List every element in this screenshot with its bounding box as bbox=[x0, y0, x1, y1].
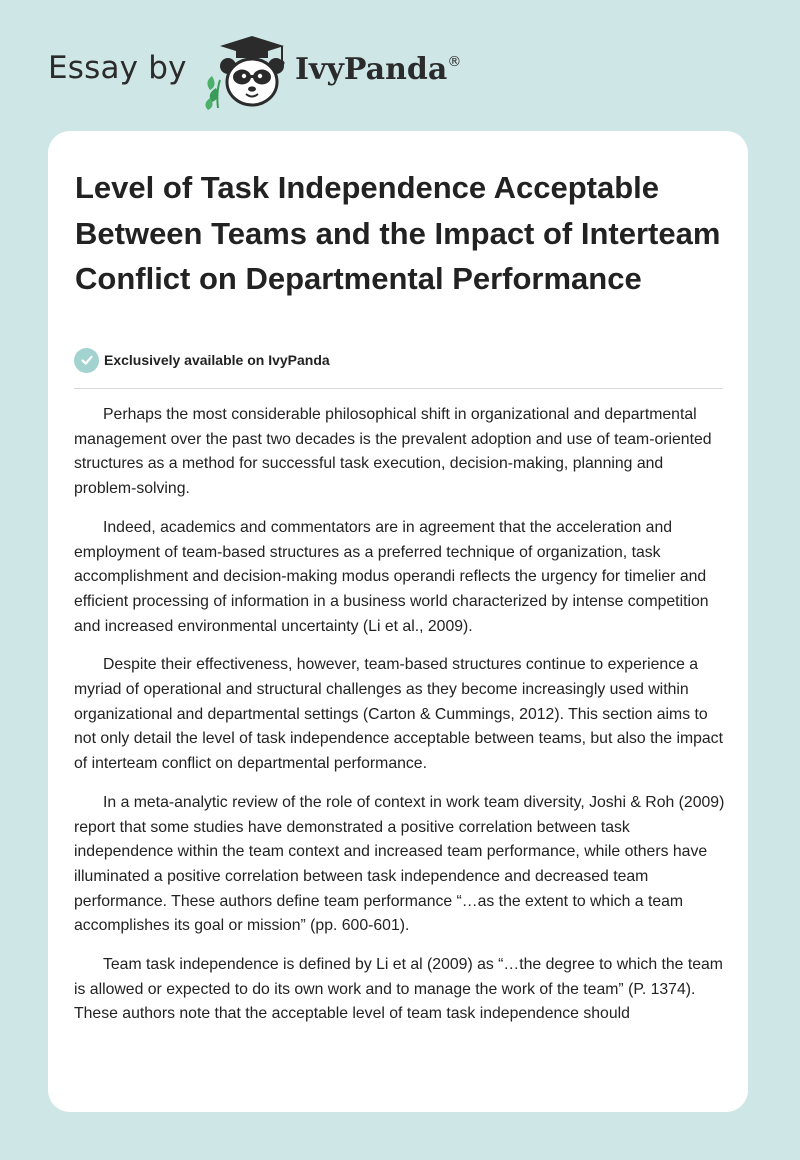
brand-name[interactable] bbox=[295, 52, 461, 87]
registered-mark: ® bbox=[447, 54, 462, 70]
exclusive-badge bbox=[74, 347, 330, 373]
check-icon bbox=[74, 348, 99, 373]
divider bbox=[74, 388, 723, 389]
panda-logo-icon[interactable] bbox=[198, 36, 294, 110]
paragraph: Team task independence is defined by Li et al (2009) as “…the degree to which the team is allowed or expected to do its own work and to manage the work of the team” (P. 1374). These authors note that the acceptable level of team task independence should bbox=[74, 956, 723, 1023]
essay-title: Level of Task Independence Acceptable Between Teams and the Impact of Interteam Conflict on Departmental Performance bbox=[75, 170, 721, 296]
paragraph: Perhaps the most considerable philosophical shift in organizational and departmental management over the past two decades is the prevalent adoption and use of team-oriented structures as a method for successful task execution, decision-making, planning and problem-solving. bbox=[74, 406, 712, 498]
site-header bbox=[0, 0, 800, 130]
paragraph: In a meta-analytic review of the role of context in work team diversity, Joshi & Roh (2009) report that some studies have demonstrated a positive correlation between task independence within the team context and increased team performance, while others have illuminated a positive correlation between task independence and decreased team performance. These authors define team performance “…as the extent to which a team accomplishes its goal or mission” (pp. 600-601). bbox=[74, 793, 725, 935]
paragraph: Indeed, academics and commentators are in agreement that the acceleration and employment of team-based structures as a preferred technique of organization, task accomplishment and decision-making modus operandi reflects the urgency for timelier and efficient processing of information in a business world characterized by intense competition and increased environmental uncertainty (Li et al., 2009). bbox=[74, 518, 709, 635]
essay-by-label: Essay by bbox=[48, 50, 187, 86]
paragraph: Despite their effectiveness, however, team-based structures continue to experience a myriad of operational and structural challenges as they become increasingly used within organizational and departmental settings (Carton & Cummings, 2012). This section aims to not only detail the level of task independence acceptable between teams, but also the impact of interteam conflict on departmental performance. bbox=[74, 656, 723, 773]
essay-body bbox=[74, 403, 725, 1041]
brand-label: IvyPanda bbox=[295, 52, 448, 87]
exclusive-badge-label: Exclusively available on IvyPanda bbox=[104, 352, 330, 368]
essay-card bbox=[48, 131, 748, 1112]
